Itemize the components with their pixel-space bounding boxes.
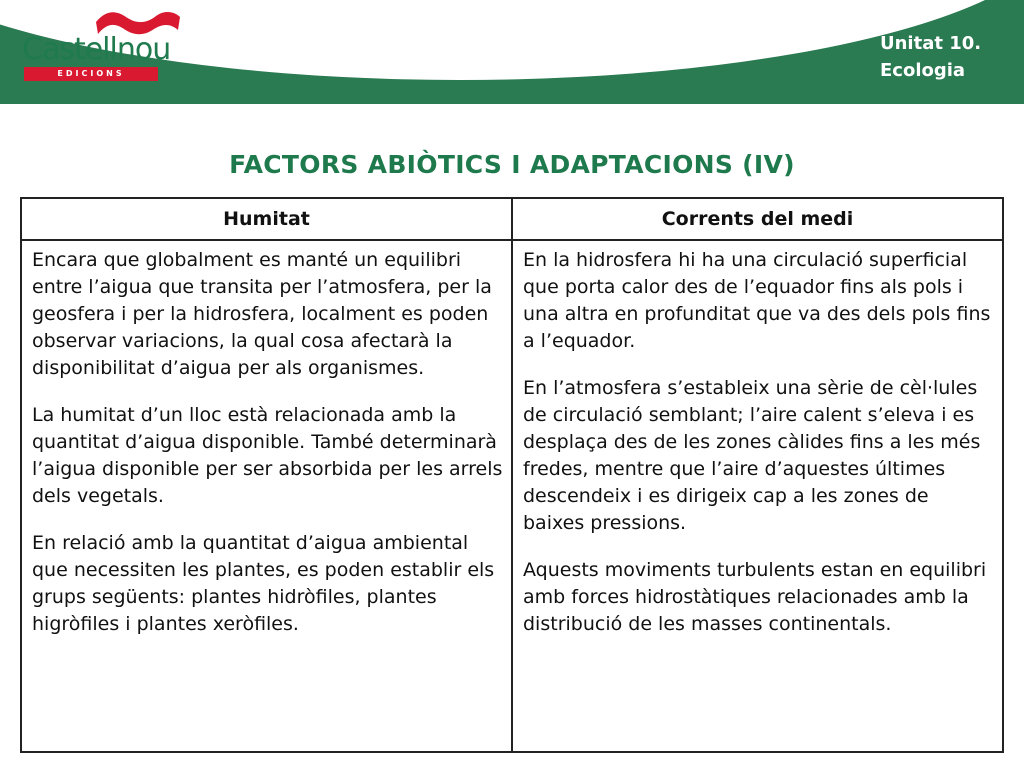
corrents-paragraph: En la hidrosfera hi ha una circulació superficial que porta calor des de l’equador fins als pols i una altra en profunditat que va des dels pols fins a l’equador. xyxy=(523,249,991,352)
corrents-paragraph: En l’atmosfera s’estableix una sèrie de cèl·lules de circulació semblant; l’aire calent s’eleva i es desplaça des de les zones càlides fins a les més fredes, mentre que l’aire d’aquestes últimes descendeix i es dirigeix cap a les zones de baixes pressions. xyxy=(523,377,981,534)
column-header-humitat: Humitat xyxy=(21,198,512,240)
logo-wordmark: Castellnou xyxy=(22,32,171,67)
unit-label xyxy=(880,30,981,84)
unit-topic: Ecologia xyxy=(880,60,966,81)
page-title: FACTORS ABIÒTICS I ADAPTACIONS (IV) xyxy=(229,150,795,179)
humitat-paragraph: Encara que globalment es manté un equilibri entre l’aigua que transita per l’atmosfera, per la geosfera i per la hidrosfera, localment es poden observar variacions, la qual cosa afectarà la disponibilitat d’aigua per als organismes. xyxy=(32,249,492,379)
humitat-cell xyxy=(21,240,512,752)
corrents-cell xyxy=(512,240,1003,752)
factors-table xyxy=(20,197,1004,753)
logo-subtitle: EDICIONS xyxy=(24,67,158,81)
humitat-paragraph: En relació amb la quantitat d’aigua ambiental que necessiten les plantes, es poden establir els grups següents: plantes hidròfiles, plantes higròfiles i plantes xeròfiles. xyxy=(32,532,495,635)
corrents-paragraph: Aquests moviments turbulents estan en equilibri amb forces hidrostàtiques relacionades amb la distribució de les masses continentals. xyxy=(523,559,987,635)
column-header-corrents: Corrents del medi xyxy=(512,198,1003,240)
table-header-row xyxy=(21,198,1003,240)
table-row xyxy=(21,240,1003,752)
publisher-logo xyxy=(22,8,171,78)
unit-number: Unitat 10. xyxy=(880,33,982,54)
humitat-paragraph: La humitat d’un lloc està relacionada amb la quantitat d’aigua disponible. També determinarà l’aigua disponible per ser absorbida per les arrels dels vegetals. xyxy=(32,404,503,507)
